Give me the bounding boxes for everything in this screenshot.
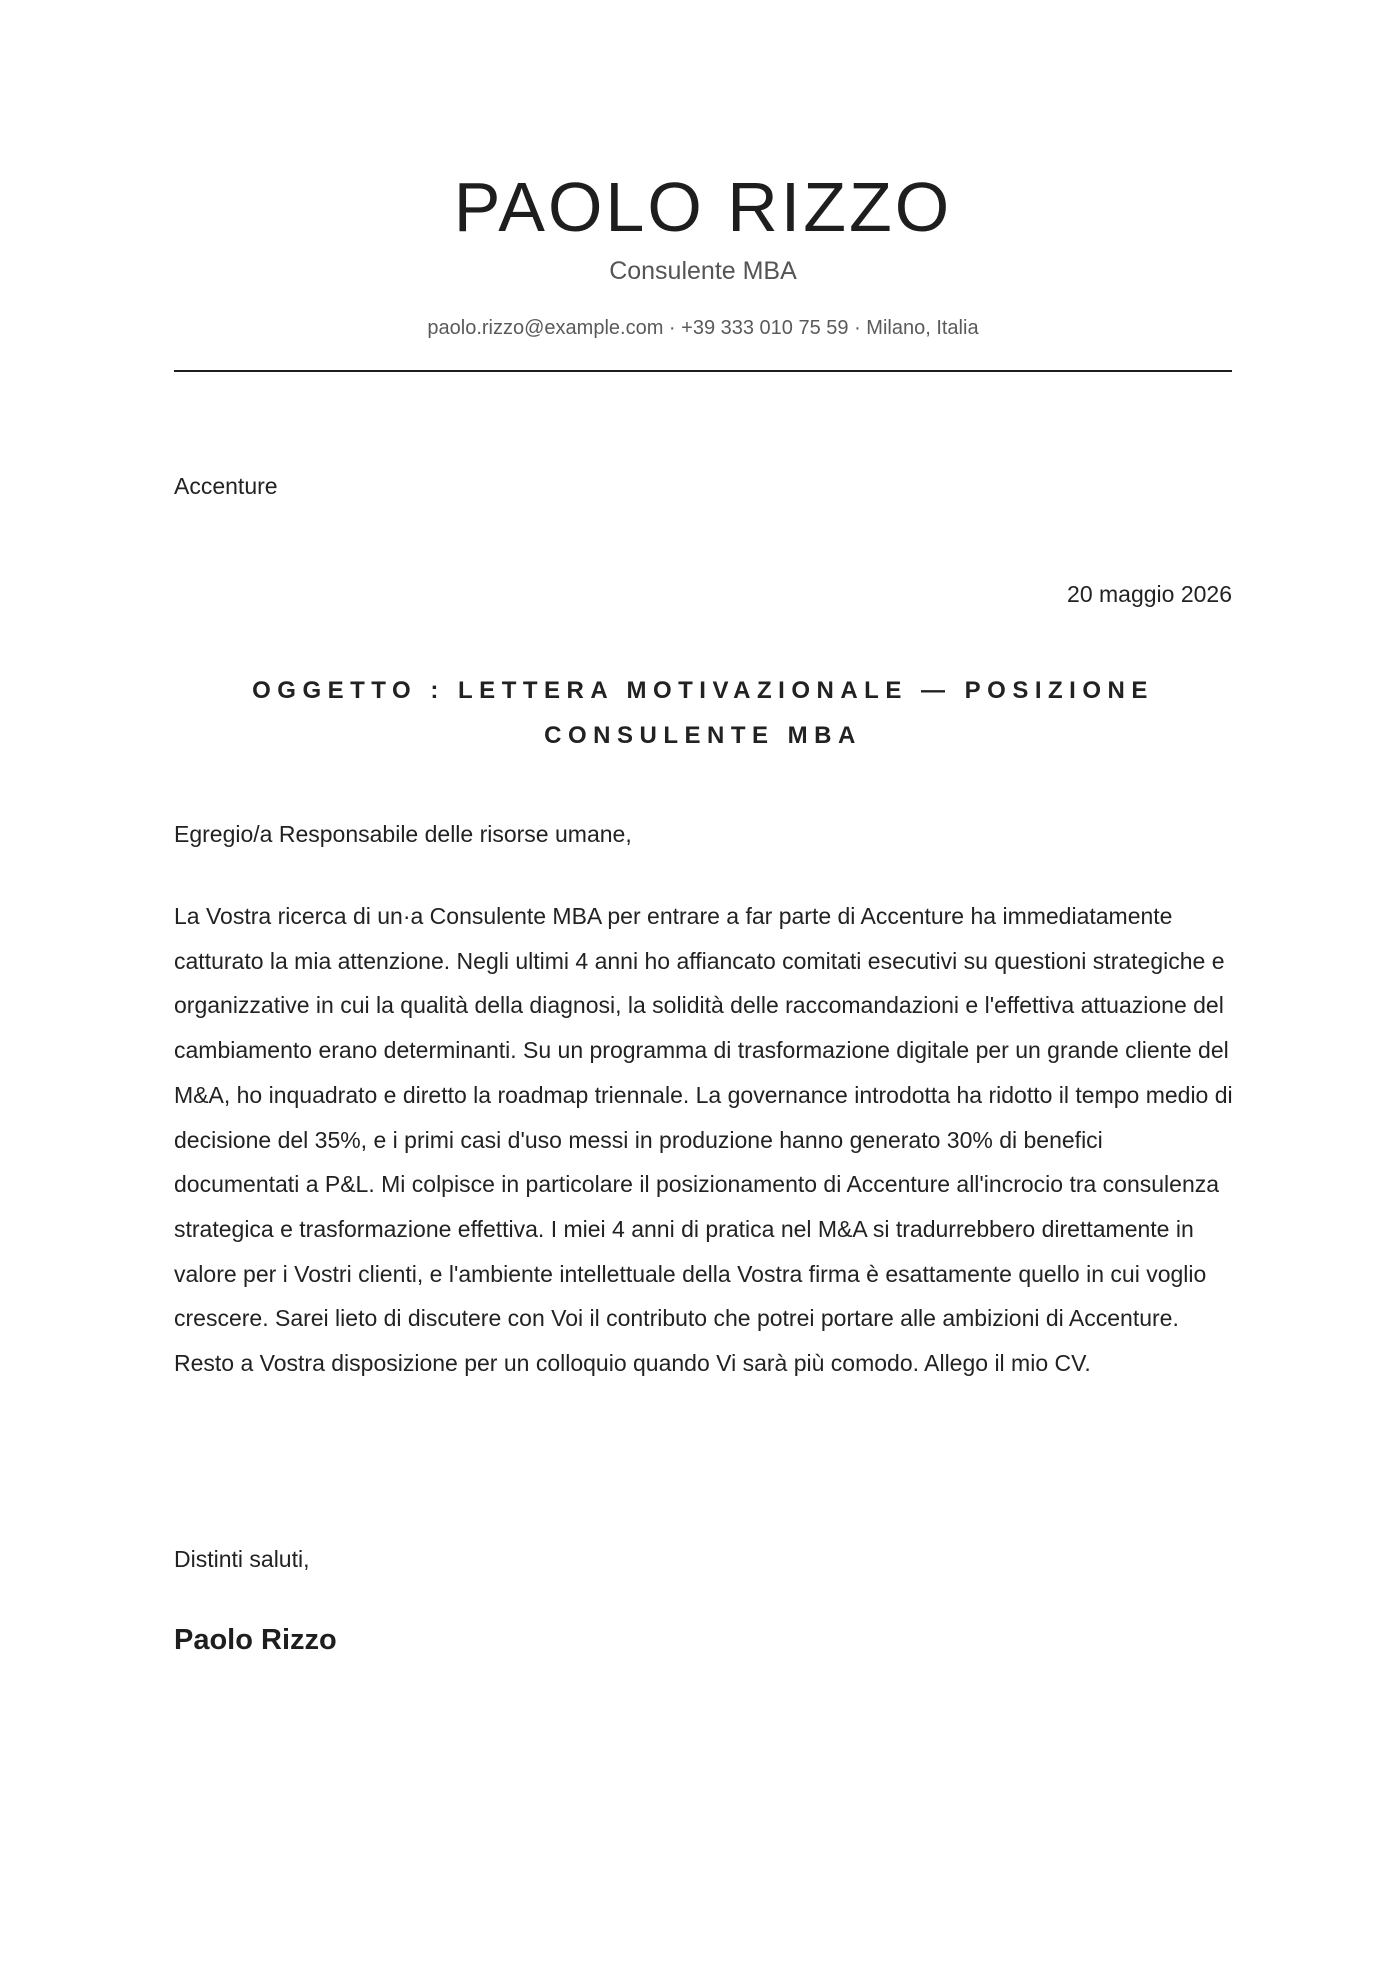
closing: Distinti saluti, xyxy=(174,1546,310,1572)
letter-body: La Vostra ricerca di un·a Consulente MBA per entrare a far parte di Accenture ha immediatamente catturato la mia attenzione. Negli ultimi 4 anni ho affiancato comitati esecutivi su questioni strategiche e organizzative in cui la qualità della diagnosi, la solidità delle raccomandazioni e l'effettiva attuazione del cambiamento erano determinanti. Su un programma di trasformazione digitale per un grande cliente del M&A, ho inquadrato e diretto la roadmap triennale. La governance introdotta ha ridotto il tempo medio di decisione del 35%, e i primi casi d'uso messi in produzione hanno generato 30% di benefici documentati a P&L. Mi colpisce in particolare il posizionamento di Accenture all'incrocio tra consulenza strategica e trasformazione effettiva. I miei 4 anni di pratica nel M&A si tradurrebbero direttamente in valore per i Vostri clienti, e l'ambiente intellettuale della Vostra firma è esattamente quello in cui voglio crescere. Sarei lieto di discutere con Voi il contributo che potrei portare alle ambizioni di Accenture. Resto a Vostra disposizione per un colloquio quando Vi sarà più comodo. Allego il mio CV. xyxy=(174,903,1233,1377)
sender-role: Consulente MBA xyxy=(609,257,797,285)
recipient: Accenture xyxy=(174,473,278,499)
salutation: Egregio/a Responsabile delle risorse umane, xyxy=(174,821,632,847)
sender-name: PAOLO RIZZO xyxy=(453,168,953,246)
header-divider xyxy=(174,370,1232,372)
letter-date: 20 maggio 2026 xyxy=(1067,581,1232,607)
sender-contact: paolo.rizzo@example.com · +39 333 010 75 59 · Milano, Italia xyxy=(427,317,979,339)
letter-subject: OGGETTO : LETTERA MOTIVAZIONALE — POSIZIONE CONSULENTE MBA xyxy=(252,677,1154,749)
signature: Paolo Rizzo xyxy=(174,1624,337,1656)
